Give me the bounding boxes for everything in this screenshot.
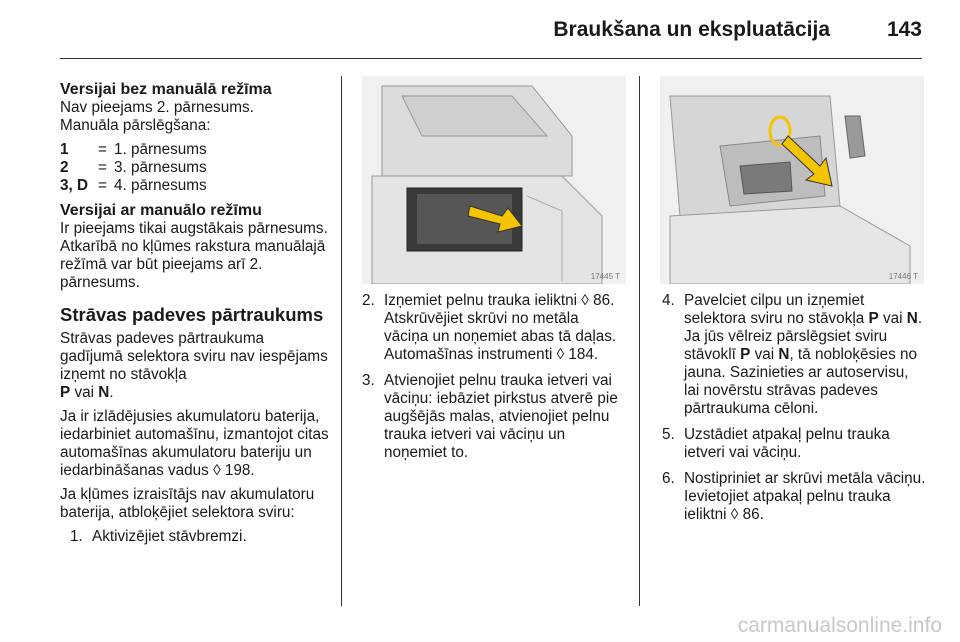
position-n: N [778,346,790,363]
gear-equals: = [98,159,107,176]
text: . Ja jūs vēlreiz pārslēgsiet sviru stāvoklī [684,310,923,363]
position-p: P [60,384,71,401]
step-text: Atvienojiet pelnu trauka ietveri vai vāciņu: iebāziet pirkstus atverē pie augšējās malas, atvienojiet pelnu trauka ietveri vai vāciņu un noņemiet to. [384,372,618,461]
step-4 [662,292,926,418]
position-p: P [740,346,751,363]
paragraph [60,330,330,402]
column-divider-right [639,76,640,606]
text: vai [882,310,903,327]
step-text: Nostipriniet ar skrūvi metāla vāciņu. Ievietojiet atpakaļ pelnu trauka ieliktni ◊ 86. [684,470,926,523]
header-rule [60,58,922,59]
gear-key: 2 [60,159,69,176]
paragraph: Ja kļūmes izraisītājs nav akumulatoru baterija, atbloķējiet selektora sviru: [60,486,315,521]
paragraph: Ja ir izlādējusies akumulatoru baterija, iedarbiniet automašīnu, izmantojot citas automašīnas akumulatoru bateriju un iedarbināšanas vadus ◊ 198. [60,408,329,479]
text: . [109,384,114,401]
page-header [0,0,960,62]
gear-table [60,141,330,195]
heading-manual-mode: Versijai ar manuālo režīmu [60,202,262,219]
step-number: 3. [362,372,375,389]
illustration-selector-release [660,76,924,284]
release-drawing [660,76,924,284]
right-column [662,292,926,532]
gear-row [60,177,330,195]
page-number: 143 [886,18,922,41]
paragraph: Manuāla pārslēgšana: [60,117,211,134]
gear-equals: = [98,141,107,158]
step-6 [662,470,926,524]
text: vai [74,384,95,401]
step-number: 6. [662,470,675,487]
step-5 [662,426,926,462]
steps-list [662,292,926,524]
gear-key: 1 [60,141,69,158]
step-text: Izņemiet pelnu trauka ieliktni ◊ 86. Atskrūvējiet skrūvi no metāla vāciņa un noņemiet abas tā daļas. Automašīnas instrumenti ◊ 184. [384,292,617,363]
step-number: 1. [70,528,83,545]
text: , tā nobloķēsies no jauna. Sazinieties ar autoservisu, lai novērstu strāvas padeves pārtraukuma cēloni. [684,346,917,417]
gear-value: 4. pārnesums [114,177,207,194]
chapter-title: Braukšana un ekspluatācija [553,18,830,41]
illustration-ashtray-removal [362,76,626,284]
left-column [60,80,330,554]
heading-no-manual-mode: Versijai bez manuālā režīma [60,81,272,98]
watermark: carmanualsonline.info [737,614,942,637]
gear-key: 3, D [60,177,89,194]
step-number: 2. [362,292,375,309]
gear-value: 3. pārnesums [114,159,207,176]
text: Pavelciet cilpu un izņemiet selektora sviru no stāvokļa [684,292,865,327]
position-n: N [98,384,110,401]
position-p: P [868,310,879,327]
step-text: Aktivizējiet stāvbremzi. [92,528,247,545]
text: Strāvas padeves pārtraukuma gadījumā selektora sviru nav iespējams izņemt no stāvokļa [60,330,328,383]
middle-column [362,292,626,470]
section-heading-power-failure: Strāvas padeves pārtraukums [60,304,324,325]
paragraph: Nav pieejams 2. pārnesums. [60,99,254,116]
gear-value: 1. pārnesums [114,141,207,158]
paragraph: Ir pieejams tikai augstākais pārnesums. Atkarībā no kļūmes rakstura manuālajā režīmā var būt pieejams arī 2. pārnesums. [60,220,328,291]
text: vai [754,346,775,363]
illustration-code: 17445 T [590,272,620,281]
step-2 [362,292,626,364]
step-text [684,292,926,418]
step-text: Uzstādiet atpakaļ pelnu trauka ietveri vai vāciņu. [684,426,890,461]
position-n: N [906,310,918,327]
ashtray-drawing [362,76,626,284]
step-number: 5. [662,426,675,443]
steps-list [362,292,626,462]
gear-row [60,159,330,177]
gear-equals: = [98,177,107,194]
illustration-code: 17446 T [888,272,918,281]
step-number: 4. [662,292,675,309]
column-divider-left [341,76,342,606]
step-3 [362,372,626,462]
gear-row [60,141,330,159]
step-1 [60,528,330,546]
